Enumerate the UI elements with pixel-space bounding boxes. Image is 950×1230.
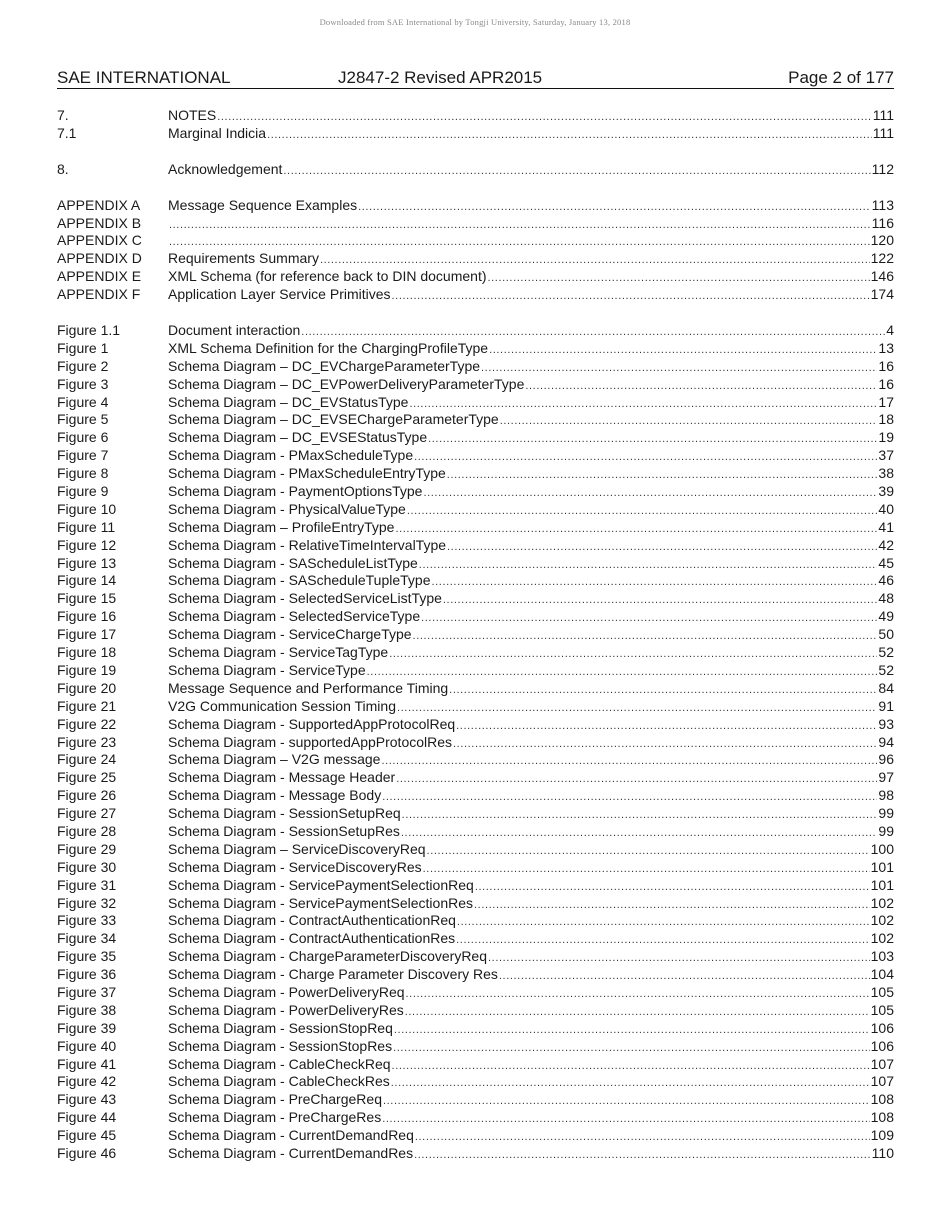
toc-entry-number: Figure 29 <box>57 840 117 857</box>
toc-entry-body <box>168 161 894 181</box>
toc-entry-page: 99 <box>878 805 894 822</box>
toc-entry[interactable] <box>57 1020 894 1038</box>
toc-entry-page: 39 <box>878 483 894 500</box>
toc-entry-number: Figure 26 <box>57 787 117 804</box>
toc-entry-title: Schema Diagram - PreChargeRes <box>168 1109 382 1126</box>
toc-entry-title: Schema Diagram – DC_EVSEStatusType <box>168 429 428 446</box>
toc-entry[interactable] <box>57 716 894 734</box>
toc-entry-title: Schema Diagram - ServiceTagType <box>168 644 389 661</box>
toc-entry-title: Schema Diagram - CurrentDemandRes <box>168 1144 414 1161</box>
toc-entry-title: Schema Diagram - SessionStopRes <box>168 1037 393 1054</box>
toc-entry-page: 108 <box>870 1091 894 1108</box>
toc-entry-page: 105 <box>870 983 894 1000</box>
toc-entry-page: 97 <box>878 769 894 786</box>
toc-entry-page: 111 <box>872 124 894 141</box>
toc-group <box>57 197 894 304</box>
toc-entry-number: Figure 40 <box>57 1037 117 1054</box>
toc-entry-page: 41 <box>878 518 894 535</box>
toc-entry-number: Figure 6 <box>57 429 109 446</box>
header-organization: SAE INTERNATIONAL <box>57 68 231 87</box>
toc-entry-title: Schema Diagram - SAScheduleTupleType <box>168 572 431 589</box>
toc-entry-title: Schema Diagram – DC_EVStatusType <box>168 393 409 410</box>
toc-entry-page: 52 <box>878 644 894 661</box>
toc-entry-page: 96 <box>878 751 894 768</box>
toc-entry-number: Figure 8 <box>57 465 109 482</box>
toc-entry-title: Schema Diagram - PaymentOptionsType <box>168 483 423 500</box>
toc-entry-number: Figure 22 <box>57 715 117 732</box>
toc-entry-title: Schema Diagram - supportedAppProtocolRes <box>168 733 453 750</box>
toc-entry-body <box>168 125 894 145</box>
toc-leader-dots <box>267 125 872 145</box>
toc-entry[interactable] <box>57 1091 894 1109</box>
toc-entry-number: Figure 43 <box>57 1091 117 1108</box>
toc-leader-dots <box>283 161 870 181</box>
toc-entry-title: Schema Diagram - SessionSetupReq <box>168 805 401 822</box>
toc-entry-number: Figure 41 <box>57 1055 117 1072</box>
toc-entry[interactable] <box>57 966 894 984</box>
toc-entry-title: Application Layer Service Primitives <box>168 286 391 303</box>
toc-entry-title: Requirements Summary <box>168 250 319 267</box>
toc-entry-title: Schema Diagram - CableCheckRes <box>168 1073 390 1090</box>
toc-entry-number: Figure 28 <box>57 822 117 839</box>
toc-entry[interactable] <box>57 877 894 895</box>
toc-entry-title: Schema Diagram - PMaxScheduleType <box>168 447 414 464</box>
toc-entry-number: Figure 39 <box>57 1019 117 1036</box>
toc-entry-title: Marginal Indicia <box>168 124 267 141</box>
toc-entry-number: Figure 46 <box>57 1144 117 1161</box>
toc-entry-page: 102 <box>870 930 894 947</box>
toc-entry-page: 40 <box>878 500 894 517</box>
toc-entry-number: 8. <box>57 160 69 177</box>
toc-entry-number: APPENDIX C <box>57 232 142 249</box>
toc-entry[interactable] <box>57 555 894 573</box>
toc-leader-dots <box>414 1145 871 1165</box>
toc-entry-title: Schema Diagram - PreChargeReq <box>168 1091 382 1108</box>
toc-entry-number: Figure 36 <box>57 966 117 983</box>
toc-entry-page: 49 <box>878 608 894 625</box>
header-page-number: Page 2 of 177 <box>788 68 894 87</box>
toc-entry-number: Figure 38 <box>57 1001 117 1018</box>
toc-entry-title: Schema Diagram - ServicePaymentSelectionReq <box>168 876 474 893</box>
toc-entry[interactable] <box>57 895 894 913</box>
toc-entry-page: 120 <box>870 232 894 249</box>
header-document-id: J2847-2 Revised APR2015 <box>338 68 543 87</box>
toc-entry[interactable] <box>57 751 894 769</box>
toc-entry[interactable] <box>57 1073 894 1091</box>
toc-entry-title: Acknowledgement <box>168 160 283 177</box>
toc-entry[interactable] <box>57 411 894 429</box>
toc-entry-title: Schema Diagram – DC_EVPowerDeliveryParameterType <box>168 375 525 392</box>
page-header <box>57 67 894 89</box>
toc-entry-number: Figure 2 <box>57 357 109 374</box>
toc-entry-page: 42 <box>878 536 894 553</box>
toc-entry-number: Figure 45 <box>57 1127 117 1144</box>
toc-entry[interactable] <box>57 912 894 930</box>
toc-entry[interactable] <box>57 698 894 716</box>
toc-entry[interactable] <box>57 197 894 215</box>
toc-entry[interactable] <box>57 1038 894 1056</box>
toc-entry-title: V2G Communication Session Timing <box>168 697 396 714</box>
toc-entry-title: Schema Diagram - ServiceChargeType <box>168 626 412 643</box>
toc-entry[interactable] <box>57 805 894 823</box>
toc-entry-page: 146 <box>870 268 894 285</box>
toc-entry-number: APPENDIX D <box>57 250 142 267</box>
toc-entry-number: Figure 12 <box>57 536 117 553</box>
toc-entry-page: 101 <box>870 876 894 893</box>
toc-entry-title: Schema Diagram - ContractAuthenticationReq <box>168 912 456 929</box>
toc-entry-page: 105 <box>870 1001 894 1018</box>
toc-entry[interactable] <box>57 1109 894 1127</box>
toc-entry-title: Schema Diagram – V2G message <box>168 751 381 768</box>
toc-entry-page: 102 <box>870 912 894 929</box>
download-watermark: Downloaded from SAE International by Tongji University, Saturday, January 13, 2018 <box>319 17 631 27</box>
toc-entry-number: Figure 20 <box>57 679 117 696</box>
toc-entry-page: 103 <box>870 948 894 965</box>
toc-entry-title: Schema Diagram - ServicePaymentSelectionRes <box>168 894 474 911</box>
toc-entry-number: Figure 5 <box>57 411 109 428</box>
toc-entry[interactable] <box>57 948 894 966</box>
toc-entry-number: Figure 34 <box>57 930 117 947</box>
toc-entry-number: Figure 9 <box>57 483 109 500</box>
toc-entry[interactable] <box>57 769 894 787</box>
toc-entry-title: Schema Diagram - RelativeTimeIntervalType <box>168 536 447 553</box>
toc-entry-number: Figure 18 <box>57 644 117 661</box>
toc-entry-body <box>168 286 894 306</box>
toc-entry[interactable] <box>57 340 894 358</box>
toc-entry-number: Figure 7 <box>57 447 109 464</box>
toc-entry-title: Document interaction <box>168 322 301 339</box>
toc-entry[interactable] <box>57 662 894 680</box>
toc-entry-page: 17 <box>878 393 894 410</box>
toc-entry[interactable] <box>57 358 894 376</box>
toc-entry-number: Figure 1.1 <box>57 322 121 339</box>
toc-entry-title: Schema Diagram - Message Body <box>168 787 382 804</box>
toc-entry-number: APPENDIX B <box>57 214 142 231</box>
toc-entry[interactable] <box>57 429 894 447</box>
toc-entry-page: 52 <box>878 661 894 678</box>
toc-entry-page: 112 <box>871 160 894 177</box>
toc-entry-page: 99 <box>878 822 894 839</box>
toc-entry-title: Schema Diagram - SelectedServiceType <box>168 608 421 625</box>
toc-entry[interactable] <box>57 483 894 501</box>
toc-entry[interactable] <box>57 841 894 859</box>
toc-entry-page: 98 <box>878 787 894 804</box>
toc-entry-number: Figure 10 <box>57 500 117 517</box>
toc-entry-page: 13 <box>878 339 894 356</box>
toc-entry-page: 94 <box>878 733 894 750</box>
toc-entry[interactable] <box>57 859 894 877</box>
toc-entry-title: NOTES <box>168 107 217 123</box>
toc-entry-title: XML Schema Definition for the ChargingProfileType <box>168 339 489 356</box>
toc-entry-title: Schema Diagram – DC_EVSEChargeParameterType <box>168 411 499 428</box>
toc-entry-number: Figure 17 <box>57 626 117 643</box>
toc-entry-page: 107 <box>870 1055 894 1072</box>
toc-entry-number: Figure 3 <box>57 375 109 392</box>
toc-entry-title: Schema Diagram - SessionStopReq <box>168 1019 393 1036</box>
toc-entry[interactable] <box>57 501 894 519</box>
toc-entry-number: Figure 21 <box>57 697 117 714</box>
toc-entry-title: Schema Diagram - PMaxScheduleEntryType <box>168 465 446 482</box>
toc-entry-page: 16 <box>878 375 894 392</box>
toc-entry-number: Figure 1 <box>57 339 109 356</box>
toc-entry[interactable] <box>57 608 894 626</box>
toc-entry[interactable] <box>57 268 894 286</box>
toc-entry-title: Schema Diagram - PowerDeliveryRes <box>168 1001 404 1018</box>
toc-entry-page: 4 <box>886 322 894 339</box>
toc-entry-page: 45 <box>878 554 894 571</box>
toc-entry[interactable] <box>57 590 894 608</box>
toc-entry-page: 110 <box>871 1144 894 1161</box>
toc-group <box>57 107 894 143</box>
toc-entry-page: 101 <box>870 858 894 875</box>
toc-entry-page: 111 <box>872 107 894 123</box>
toc-entry-number: APPENDIX E <box>57 268 142 285</box>
toc-entry-number: Figure 44 <box>57 1109 117 1126</box>
toc-entry-number: 7.1 <box>57 124 77 141</box>
toc-entry-number: Figure 16 <box>57 608 117 625</box>
toc-entry[interactable] <box>57 394 894 412</box>
toc-entry-number: Figure 31 <box>57 876 117 893</box>
toc-entry-title: XML Schema (for reference back to DIN document) <box>168 268 487 285</box>
toc-entry-number: Figure 4 <box>57 393 109 410</box>
toc-entry[interactable] <box>57 1145 894 1163</box>
toc-entry-page: 113 <box>871 196 894 213</box>
toc-entry-title: Schema Diagram – DC_EVChargeParameterType <box>168 357 481 374</box>
toc-entry-number: Figure 35 <box>57 948 117 965</box>
toc-entry-number: Figure 32 <box>57 894 117 911</box>
toc-entry-page: 106 <box>870 1019 894 1036</box>
toc-entry[interactable] <box>57 1002 894 1020</box>
toc-entry-page: 116 <box>871 214 894 231</box>
toc-entry[interactable] <box>57 734 894 752</box>
toc-entry-page: 50 <box>878 626 894 643</box>
toc-group <box>57 161 894 179</box>
toc-entry-title: Schema Diagram - PhysicalValueType <box>168 500 406 517</box>
toc-entry[interactable] <box>57 215 894 233</box>
toc-entry[interactable] <box>57 125 894 143</box>
toc-entry-number: Figure 13 <box>57 554 117 571</box>
toc-entry-page: 102 <box>870 894 894 911</box>
toc-entry-number: Figure 24 <box>57 751 117 768</box>
toc-entry[interactable] <box>57 644 894 662</box>
toc-entry[interactable] <box>57 680 894 698</box>
toc-entry-number: Figure 30 <box>57 858 117 875</box>
toc-entry-title: Schema Diagram - ServiceType <box>168 661 366 678</box>
toc-entry-body <box>168 1145 894 1165</box>
toc-entry-number: Figure 33 <box>57 912 117 929</box>
toc-entry-number: Figure 37 <box>57 983 117 1000</box>
toc-entry-title: Schema Diagram – ServiceDiscoveryReq <box>168 840 426 857</box>
toc-entry[interactable] <box>57 930 894 948</box>
toc-entry-title: Schema Diagram - Charge Parameter Discovery Res <box>168 966 498 983</box>
toc-entry-title: Schema Diagram - CurrentDemandReq <box>168 1127 414 1144</box>
toc-leader-dots <box>392 286 870 306</box>
toc-entry-page: 18 <box>878 411 894 428</box>
toc-entry[interactable] <box>57 322 894 340</box>
toc-entry-title: Message Sequence Examples <box>168 196 358 213</box>
toc-entry-number: Figure 14 <box>57 572 117 589</box>
toc-entry-page: 37 <box>878 447 894 464</box>
toc-entry-title: Schema Diagram – ProfileEntryType <box>168 518 395 535</box>
toc-entry[interactable] <box>57 250 894 268</box>
toc-entry-page: 100 <box>870 840 894 857</box>
toc-entry[interactable] <box>57 537 894 555</box>
toc-entry-page: 48 <box>878 590 894 607</box>
toc-entry-number: 7. <box>57 107 69 123</box>
toc-entry-page: 174 <box>870 286 894 303</box>
toc-entry-number: Figure 27 <box>57 805 117 822</box>
toc-entry-title: Schema Diagram - CableCheckReq <box>168 1055 391 1072</box>
toc-entry[interactable] <box>57 232 894 250</box>
toc-entry-title: Schema Diagram - SessionSetupRes <box>168 822 400 839</box>
toc-entry-number: Figure 15 <box>57 590 117 607</box>
toc-entry[interactable] <box>57 823 894 841</box>
toc-entry-title: Schema Diagram - Message Header <box>168 769 396 786</box>
toc-entry-page: 38 <box>878 465 894 482</box>
toc-entry-number: APPENDIX A <box>57 196 141 213</box>
toc-entry[interactable] <box>57 376 894 394</box>
table-of-contents <box>57 107 894 1181</box>
toc-entry-number: APPENDIX F <box>57 286 141 303</box>
toc-entry[interactable] <box>57 519 894 537</box>
toc-entry-page: 19 <box>878 429 894 446</box>
toc-entry[interactable] <box>57 984 894 1002</box>
toc-entry-page: 109 <box>870 1127 894 1144</box>
toc-entry-number: Figure 19 <box>57 661 117 678</box>
toc-entry[interactable] <box>57 286 894 304</box>
toc-entry[interactable] <box>57 447 894 465</box>
toc-entry-page: 107 <box>870 1073 894 1090</box>
toc-entry-page: 16 <box>878 357 894 374</box>
toc-entry[interactable] <box>57 465 894 483</box>
toc-entry[interactable] <box>57 1127 894 1145</box>
toc-entry-page: 46 <box>878 572 894 589</box>
toc-entry-page: 91 <box>878 697 894 714</box>
toc-entry-title: Schema Diagram - SupportedAppProtocolReq <box>168 715 456 732</box>
toc-entry-page: 122 <box>870 250 894 267</box>
toc-entry-title: Schema Diagram - SAScheduleListType <box>168 554 418 571</box>
toc-entry-number: Figure 42 <box>57 1073 117 1090</box>
toc-entry[interactable] <box>57 107 894 125</box>
toc-entry-number: Figure 11 <box>57 518 116 535</box>
toc-entry-page: 106 <box>870 1037 894 1054</box>
toc-entry-page: 93 <box>878 715 894 732</box>
toc-entry-page: 104 <box>870 966 894 983</box>
toc-entry-title: Schema Diagram - ContractAuthenticationRes <box>168 930 456 947</box>
toc-entry-number: Figure 25 <box>57 769 117 786</box>
toc-entry-title: Schema Diagram - ChargeParameterDiscoveryReq <box>168 948 488 965</box>
toc-group <box>57 322 894 1163</box>
toc-entry[interactable] <box>57 1056 894 1074</box>
toc-entry[interactable] <box>57 572 894 590</box>
toc-entry-title: Schema Diagram - SelectedServiceListType <box>168 590 442 607</box>
toc-entry-title: Schema Diagram - ServiceDiscoveryRes <box>168 858 422 875</box>
toc-entry-number: Figure 23 <box>57 733 117 750</box>
toc-entry-title: Message Sequence and Performance Timing <box>168 679 449 696</box>
toc-entry-page: 108 <box>870 1109 894 1126</box>
toc-entry[interactable] <box>57 787 894 805</box>
toc-entry-page: 84 <box>878 679 894 696</box>
toc-entry-title: Schema Diagram - PowerDeliveryReq <box>168 983 405 1000</box>
toc-entry[interactable] <box>57 161 894 179</box>
toc-entry[interactable] <box>57 626 894 644</box>
